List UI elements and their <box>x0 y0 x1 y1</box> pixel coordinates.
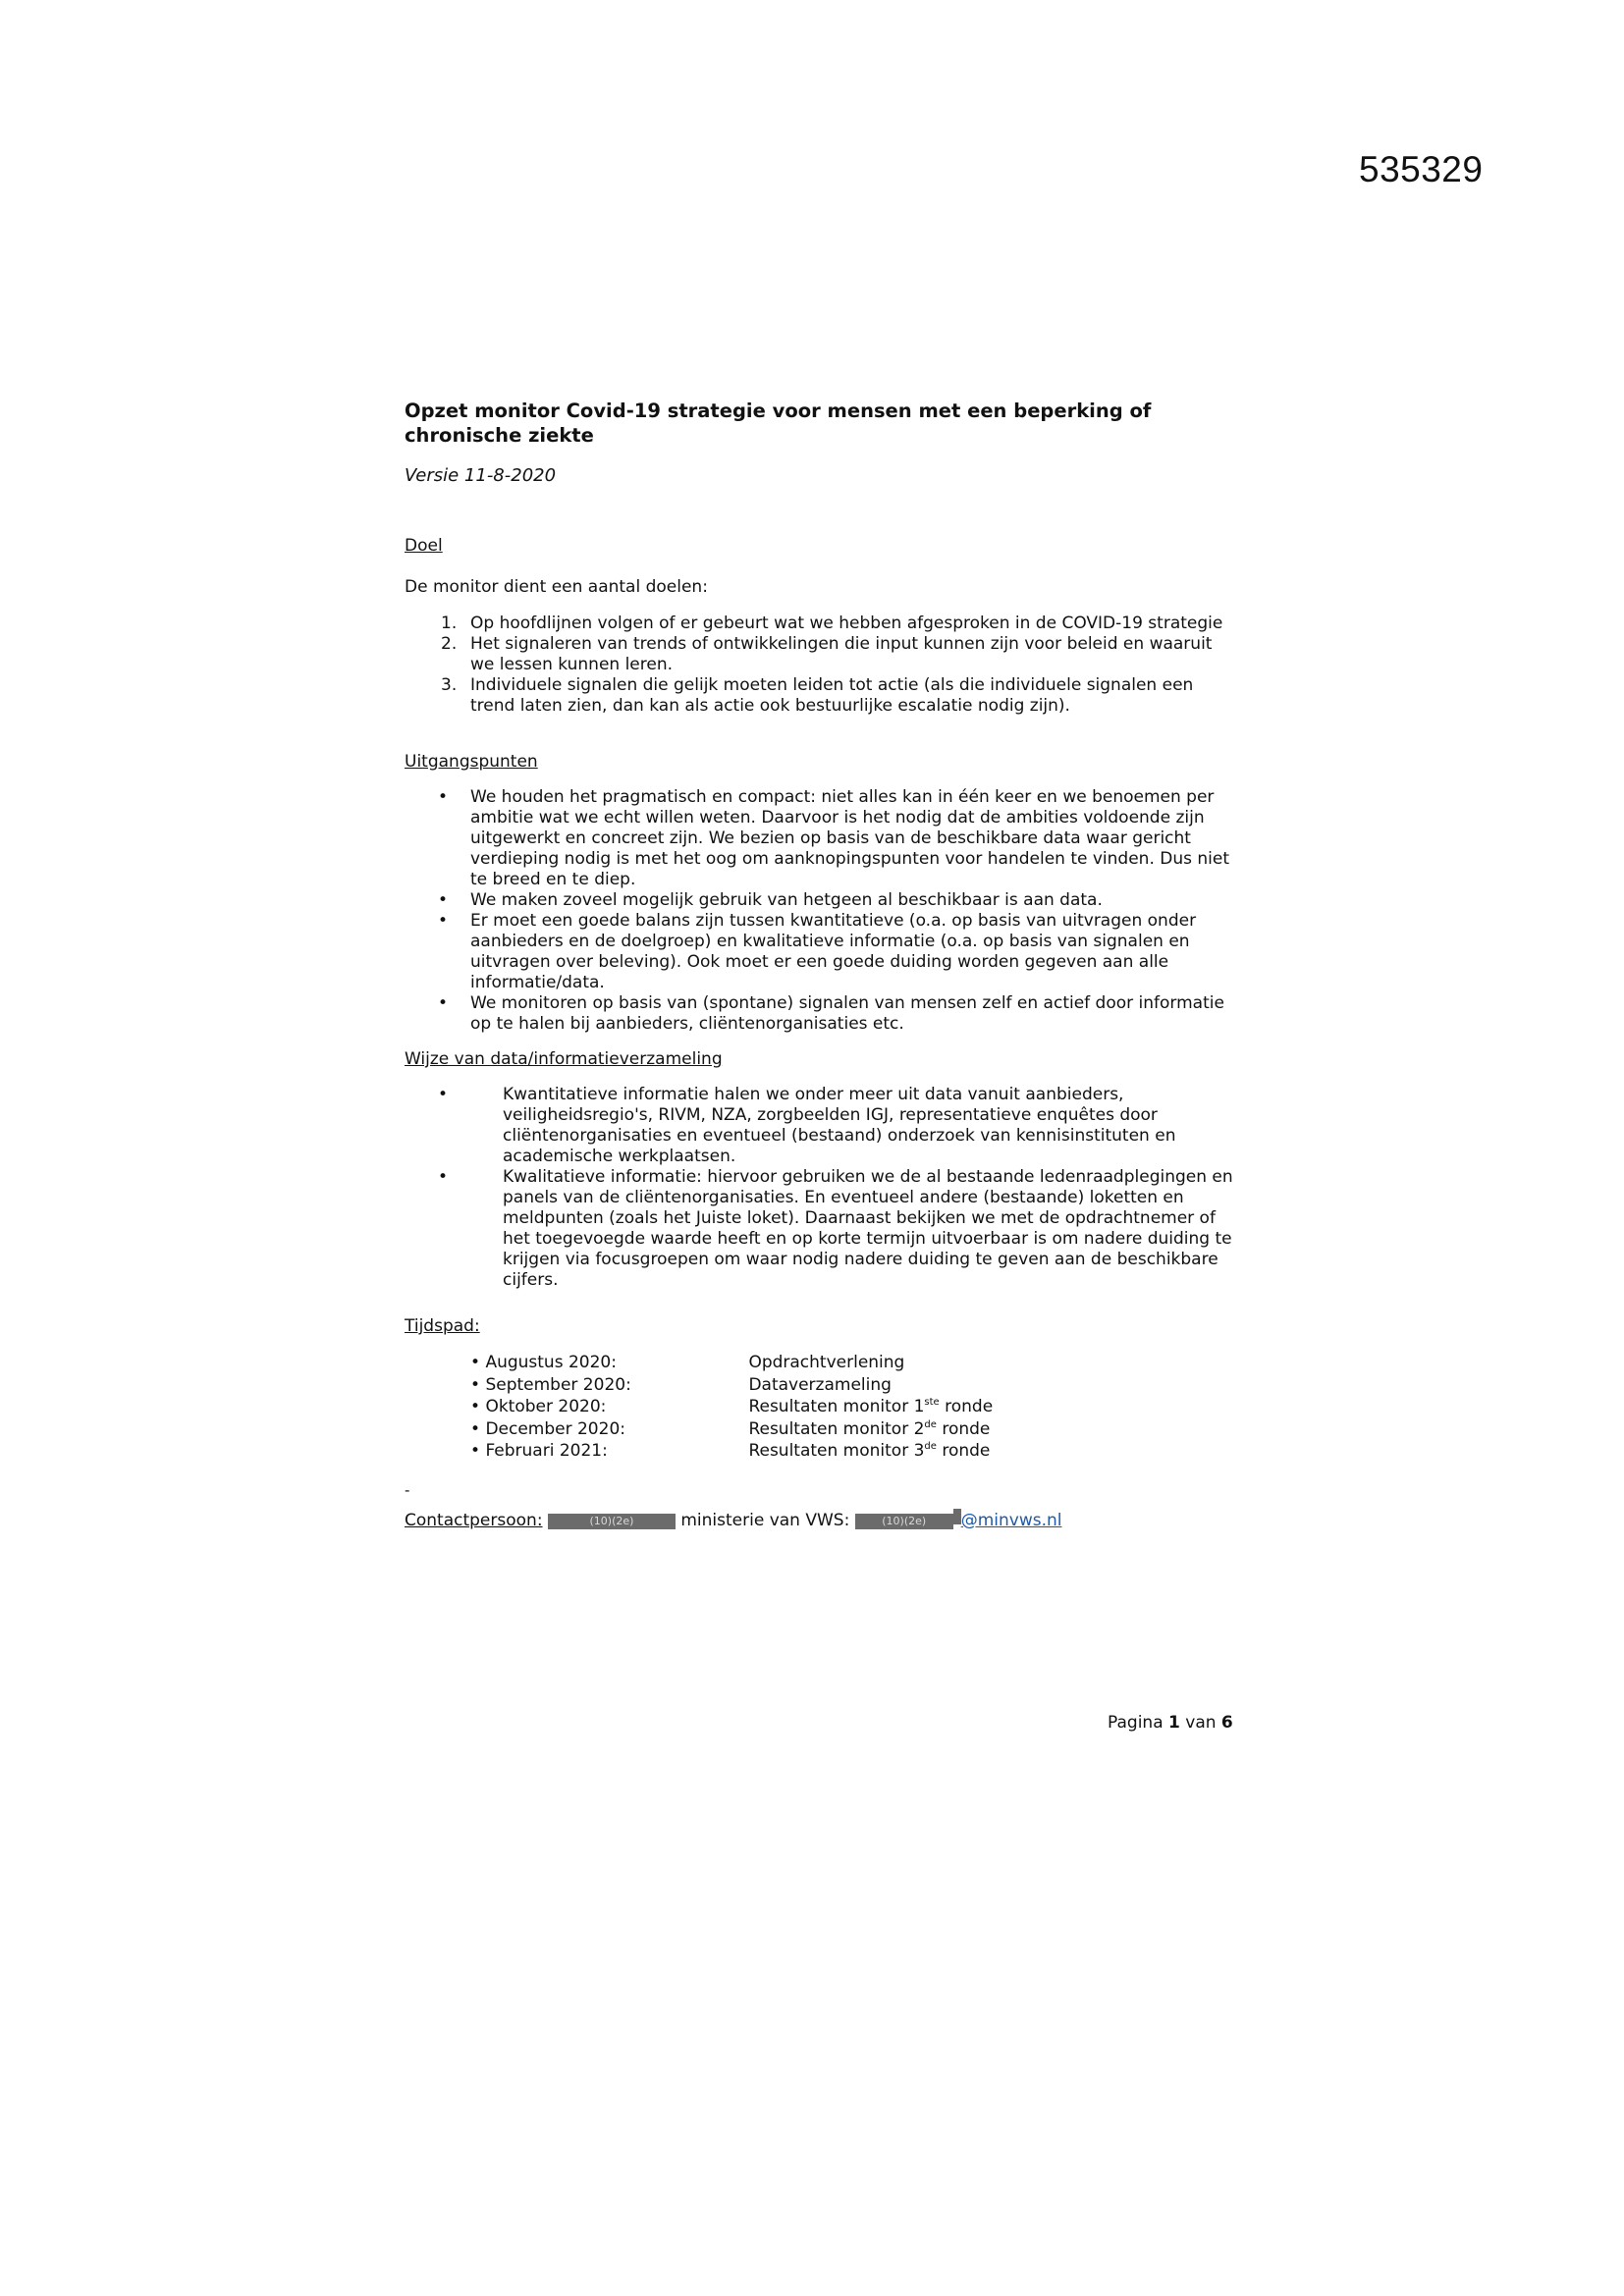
goal-item-number: 2. <box>441 634 458 654</box>
timeline-suffix: ronde <box>939 1397 994 1416</box>
total-page-count: 6 <box>1220 1713 1233 1733</box>
method-list <box>405 1085 1239 1291</box>
timeline-suffix: ronde <box>936 1418 991 1439</box>
bullet-icon: • <box>438 1167 449 1187</box>
goal-item-number: 1. <box>441 614 458 633</box>
redaction-block: (10)(2e) <box>548 1514 676 1529</box>
page-footer <box>1108 1713 1233 1734</box>
method-text: Kwalitatieve informatie: hiervoor gebruiken we de al bestaande ledenraadplegingen en panels van de cliëntenorganisaties. En eventueel andere (bestaande) loketten en meldpunten (zoals het Juiste loket). Daarnaast bekijken we met de opdrachtnemer of het toegevoegde waarde heeft en op korte termijn uitvoerbaar is om nadere duiding te krijgen via focusgroepen om waar nodig nadere duiding te geven aan de beschikbare cijfers. <box>503 1167 1233 1290</box>
bullet-icon: • <box>438 911 449 931</box>
contact-label: Contactpersoon: <box>405 1511 543 1530</box>
bullet-icon: • <box>470 1353 481 1372</box>
principle-text: We maken zoveel mogelijk gebruik van hetgeen al beschikbaar is aan data. <box>470 890 1103 910</box>
principles-list <box>405 787 1239 1035</box>
timeline-activity: Resultaten monitor 2 <box>748 1418 925 1439</box>
bullet-icon: • <box>438 787 449 807</box>
timeline-item <box>405 1375 1239 1398</box>
email-link[interactable]: @minvws.nl <box>960 1511 1062 1530</box>
contact-line <box>405 1509 1239 1531</box>
timeline-ordinal: ste <box>924 1397 940 1408</box>
version-line: Versie 11-8-2020 <box>405 465 557 486</box>
principles-heading: Uitgangspunten <box>405 752 538 772</box>
goal-item <box>405 634 1239 675</box>
timeline-date: Oktober 2020: <box>485 1397 607 1416</box>
principle-item <box>405 993 1239 1035</box>
timeline-activity: Opdrachtverlening <box>748 1353 905 1372</box>
timeline-ordinal: de <box>924 1418 937 1430</box>
timeline-ordinal: de <box>924 1441 937 1452</box>
bullet-icon: • <box>438 890 449 910</box>
principle-item <box>405 890 1239 911</box>
goal-list <box>405 614 1239 717</box>
goal-item-number: 3. <box>441 675 458 695</box>
method-item <box>405 1085 1239 1167</box>
goal-item-text: Het signaleren van trends of ontwikkelingen die input kunnen zijn voor beleid en waaruit we lessen kunnen leren. <box>470 634 1213 674</box>
timeline-suffix: ronde <box>936 1441 991 1461</box>
bullet-icon: • <box>470 1441 481 1461</box>
timeline-heading: Tijdspad: <box>405 1316 480 1336</box>
method-text: Kwantitatieve informatie halen we onder meer uit data vanuit aanbieders, veiligheidsregio's, RIVM, NZA, zorgbeelden IGJ, representatieve enquêtes door cliëntenorganisaties en eventueel (bestaand) onderzoek van kennisinstituten en academische werkplaatsen. <box>503 1085 1176 1166</box>
timeline-activity: Resultaten monitor 3 <box>748 1441 925 1461</box>
bullet-icon: • <box>438 993 449 1013</box>
footer-prefix: Pagina <box>1108 1713 1169 1733</box>
goal-heading: Doel <box>405 536 443 556</box>
timeline-date: Februari 2021: <box>485 1441 608 1461</box>
bullet-icon: • <box>438 1085 449 1104</box>
principle-text: We houden het pragmatisch en compact: niet alles kan in één keer en we benoemen per ambitie wat we echt willen weten. Daarvoor is het nodig dat de ambities voldoende zijn uitgewerkt en concreet zijn. We bezien op basis van de beschikbare data waar gericht verdieping nodig is met het oog om aanknopingspunten voor handelen te vinden. Dus niet te breed en te diep. <box>470 787 1229 889</box>
method-heading: Wijze van data/informatieverzameling <box>405 1049 723 1069</box>
timeline-activity: Dataverzameling <box>748 1374 892 1395</box>
footer-middle: van <box>1179 1713 1221 1733</box>
timeline-date: September 2020: <box>485 1374 631 1395</box>
timeline-list <box>405 1353 1239 1464</box>
timeline-date: December 2020: <box>485 1418 625 1439</box>
goal-item <box>405 614 1239 634</box>
timeline-item <box>405 1441 1239 1464</box>
goal-item <box>405 675 1239 717</box>
timeline-item <box>405 1419 1239 1442</box>
timeline-item <box>405 1353 1239 1375</box>
document-title: Opzet monitor Covid-19 strategie voor mensen met een beperking of chronische ziekte <box>405 400 1152 447</box>
goal-intro: De monitor dient een aantal doelen: <box>405 577 708 597</box>
principle-item <box>405 787 1239 890</box>
principle-text: Er moet een goede balans zijn tussen kwantitatieve (o.a. op basis van uitvragen onder aanbieders en de doelgroep) en kwalitatieve informatie (o.a. op basis van signalen en uitvragen over beleving). Ook moet er een goede duiding worden gegeven aan alle informatie/data. <box>470 911 1197 992</box>
document-id: 535329 <box>1359 149 1484 189</box>
redaction-block: (10)(2e) <box>855 1514 953 1529</box>
timeline-activity: Resultaten monitor 1 <box>748 1397 925 1416</box>
current-page-number: 1 <box>1168 1713 1180 1733</box>
principle-text: We monitoren op basis van (spontane) signalen van mensen zelf en actief door informatie op te halen bij aanbieders, cliëntenorganisaties etc. <box>470 993 1224 1034</box>
separator-dash: - <box>405 1481 410 1499</box>
bullet-icon: • <box>470 1418 481 1439</box>
goal-item-text: Individuele signalen die gelijk moeten leiden tot actie (als die individuele signalen een trend laten zien, dan kan als actie ook bestuurlijke escalatie nodig zijn). <box>470 675 1194 716</box>
bullet-icon: • <box>470 1374 481 1395</box>
method-item <box>405 1167 1239 1291</box>
contact-organisation: ministerie van VWS: <box>680 1511 850 1530</box>
goal-item-text: Op hoofdlijnen volgen of er gebeurt wat we hebben afgesproken in de COVID-19 strategie <box>470 614 1223 633</box>
principle-item <box>405 911 1239 993</box>
timeline-date: Augustus 2020: <box>485 1353 617 1372</box>
bullet-icon: • <box>470 1397 481 1416</box>
redaction-block-tail <box>953 1509 961 1524</box>
timeline-item <box>405 1397 1239 1419</box>
